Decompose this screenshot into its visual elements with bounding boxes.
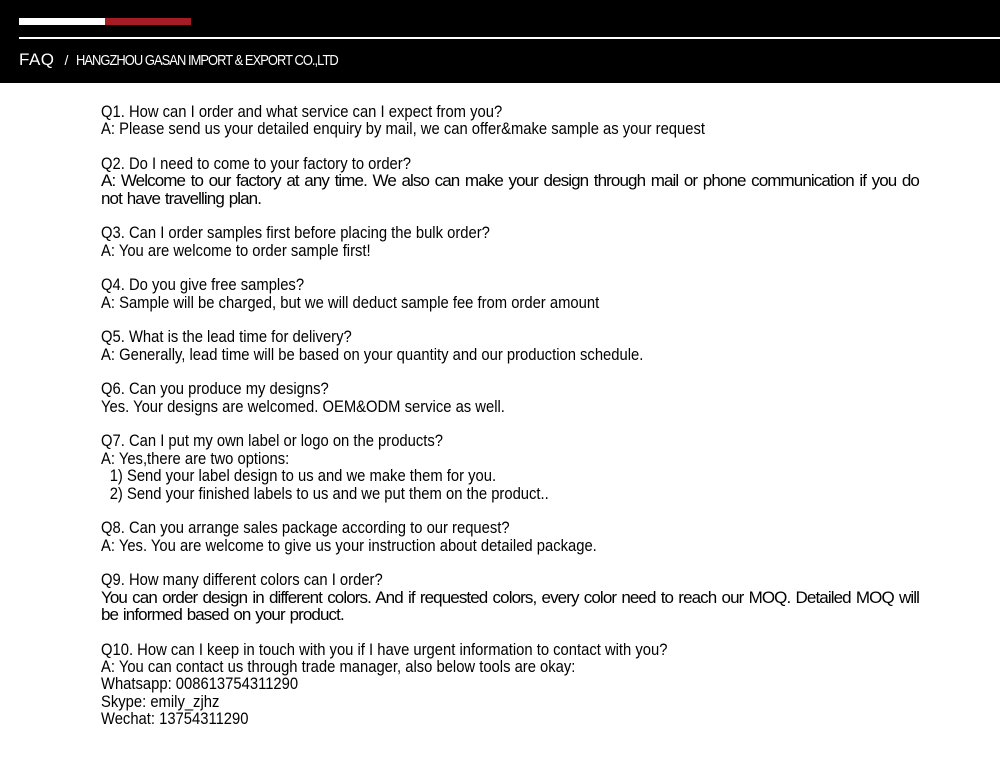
header-divider [19, 37, 1000, 39]
faq-question: Q6. Can you produce my designs? [101, 379, 329, 399]
faq-item-q5 [101, 328, 919, 363]
faq-item-q4 [101, 276, 919, 311]
faq-question: Q1. How can I order and what service can I expect from you? [101, 102, 503, 121]
contact-whatsapp: Whatsapp: 008613754311290 [101, 674, 299, 694]
faq-answer-option: 2) Send your finished labels to us and we put them on the product.. [109, 483, 549, 503]
faq-answer-option: 1) Send your label design to us and we make them for you. [109, 466, 497, 486]
contact-wechat: Wechat: 13754311290 [101, 709, 249, 729]
faq-question: Q7. Can I put my own label or logo on the products? [101, 431, 444, 451]
faq-item-q2 [101, 155, 919, 207]
faq-list [101, 103, 919, 745]
faq-answer: You can order design in different colors. And if requested colors, every color need to reach our MOQ. Detailed MOQ will be informed based on your product. [101, 587, 919, 625]
section-title: FAQ [19, 50, 55, 69]
faq-question: Q4. Do you give free samples? [101, 275, 305, 295]
faq-item-q6 [101, 380, 919, 415]
decorative-red-bar [105, 18, 191, 25]
faq-question: Q5. What is the lead time for delivery? [101, 327, 352, 347]
faq-answer: A: Generally, lead time will be based on your quantity and our production schedule. [101, 344, 644, 364]
faq-answer: A: Yes. You are welcome to give us your instruction about detailed package. [101, 535, 597, 555]
faq-answer: A: You can contact us through trade manager, also below tools are okay: [101, 657, 576, 677]
header-title [19, 50, 381, 71]
faq-answer: Yes. Your designs are welcomed. OEM&ODM service as well. [101, 396, 505, 416]
faq-item-q9 [101, 571, 919, 623]
faq-question: Q3. Can I order samples first before placing the bulk order? [101, 223, 490, 243]
faq-answer: A: You are welcome to order sample first! [101, 240, 371, 260]
company-name: HANGZHOU GASAN IMPORT & EXPORT CO.,LTD [76, 52, 339, 69]
faq-question: Q10. How can I keep in touch with you if I have urgent information to contact with you? [101, 639, 668, 659]
decorative-white-bar [19, 18, 105, 25]
faq-answer: A: Sample will be charged, but we will deduct sample fee from order amount [101, 292, 600, 312]
faq-item-q3 [101, 224, 919, 259]
contact-skype: Skype: emily_zjhz [101, 691, 220, 711]
faq-item-q10 [101, 641, 919, 728]
title-separator: / [64, 52, 69, 68]
faq-item-q8 [101, 519, 919, 554]
faq-question: Q9. How many different colors can I order? [101, 570, 383, 590]
faq-item-q1 [101, 103, 919, 138]
page-header [0, 0, 1000, 83]
faq-answer: A: Yes,there are two options: [101, 448, 290, 468]
faq-item-q7 [101, 432, 919, 502]
faq-answer: A: Please send us your detailed enquiry by mail, we can offer&make sample as your request [101, 119, 705, 139]
faq-question: Q2. Do I need to come to your factory to order? [101, 154, 411, 173]
faq-answer: A: Welcome to our factory at any time. We also can make your design through mail or phone communication if you do not have travelling plan. [101, 171, 919, 208]
faq-question: Q8. Can you arrange sales package according to our request? [101, 518, 510, 538]
